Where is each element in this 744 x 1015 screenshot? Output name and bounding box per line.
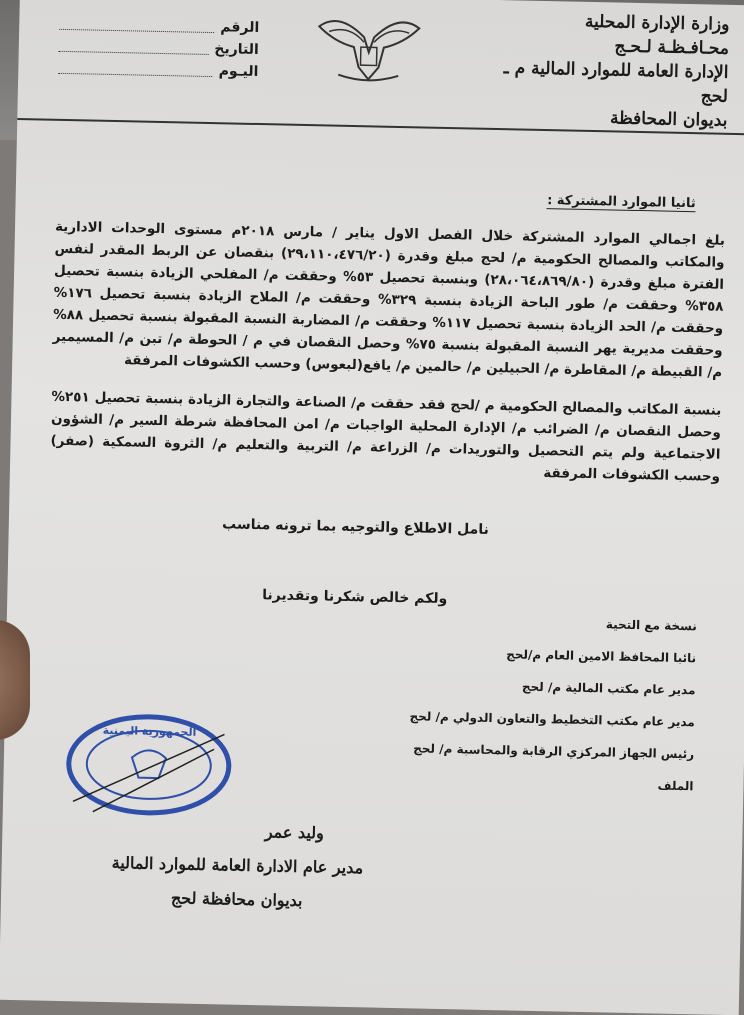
signatory-title: مدير عام الادارة العامة للموارد المالية (111, 853, 364, 878)
thumb-finger (0, 620, 30, 740)
stamp-text: الجمهورية اليمنية (102, 723, 197, 739)
date-label: التاريخ (214, 41, 259, 59)
number-label: الرقم (220, 19, 260, 37)
date-line (59, 40, 209, 54)
number-row (59, 16, 259, 36)
reference-fields (58, 16, 259, 86)
paragraph-offices: بنسبة المكاتب والمصالح الحكومية م /لحج فقد حققت م/ الصناعة والتجارة الزيادة بنسبة تحصيل ٢٥١% وحصل النقصان م/ الضرائب م/ الإدارة المحلية الواجبات م/ امن المحافظة شرطة السير م/ الشؤون الاجتماعية ولم يتم التحصيل والتوريدات م/ الزراعة م/ التربية والتعليم م/ الثروة السمكية (صفر) وحسب الكشوفات المرفقة (50, 388, 722, 485)
day-row (58, 60, 258, 80)
section-title: ثانيا الموارد المشتركة : (547, 193, 696, 212)
date-row (59, 38, 259, 58)
letter-body (50, 216, 726, 504)
paragraph-shared-resources: بلغ اجمالي الموارد المشتركة خلال الفصل الاول يناير / مارس ٢٠١٨م مستوى الوحدات الادارية والمكاتب والمصالح الحكومية م/ لحج مبلغ وقدرة (٢٩،١١٠،٤٧٦/٢٠) بنقصان عن الربط المقدر لنفس الفترة مبلغ وقدرة (٢٨،٠٦٤،٨٦٩/٨٠) وبنسبة تحصيل ٥٣% وحققت م/ المفلحي الزيادة بنسبة تحصيل ٣٥٨% وحققت م/ طور الباحة الزيادة بنسبة ٣٢٩% وحققت م/ الملاح الزيادة بنسبة تحصيل ١٧٦% وحققت م/ الحد الزيادة بنسبة تحصيل ١١٧% وحققت م/ المضاربة النسبة المقبولة بنسبة تحصيل ٨٨% وحققت مديرية يهر النسبة المقبولة بنسبة ٧٥% وحصل النقصان في م / الحوطة م/ تبن م/ المسيمير م/ القبيطة م/ المقاطرة م/ الحبيلين م/ حالمين م/ يافع(لبعوس) وحسب الكشوفات المرفقة (52, 218, 726, 381)
request-line: نامل الاطلاع والتوجيه بما ترونه مناسب (221, 516, 489, 538)
signature-block (111, 812, 365, 919)
cc-item: نائبا المحافظ الامين العام م/لحج (506, 647, 697, 666)
day-label: اليـوم (218, 63, 259, 81)
eagle-emblem-icon (308, 6, 430, 88)
number-line (59, 18, 214, 32)
office-name: بديوان المحافظة (609, 108, 728, 131)
signatory-name: وليد عمر (264, 822, 325, 843)
cc-title: نسخة مع التحية (605, 617, 697, 634)
cc-item: مدير عام مكتب التخطيط والتعاون الدولي م/ لحج (409, 709, 695, 730)
official-stamp (63, 711, 235, 820)
thanks-line: ولكم خالص شكرنا وتقديرنا (262, 587, 448, 608)
ministry-name: وزارة الإدارة المحلية (584, 11, 730, 35)
signatory-office: بديوان محافظة لحج (170, 888, 303, 911)
cc-item: مدير عام مكتب المالية م/ لحج (521, 679, 696, 698)
governorate-name: محـافـظـة لـحـج (614, 36, 730, 59)
cc-item: رئيس الجهاز المركزي الرقابة والمحاسبة م/ لحج (413, 741, 695, 762)
letterhead (477, 8, 729, 133)
department-name: الإدارة العامة للموارد المالية م ـ لحج (503, 58, 729, 107)
cc-item: الملف (657, 778, 694, 794)
copies-list (273, 611, 697, 812)
day-line (58, 62, 213, 76)
